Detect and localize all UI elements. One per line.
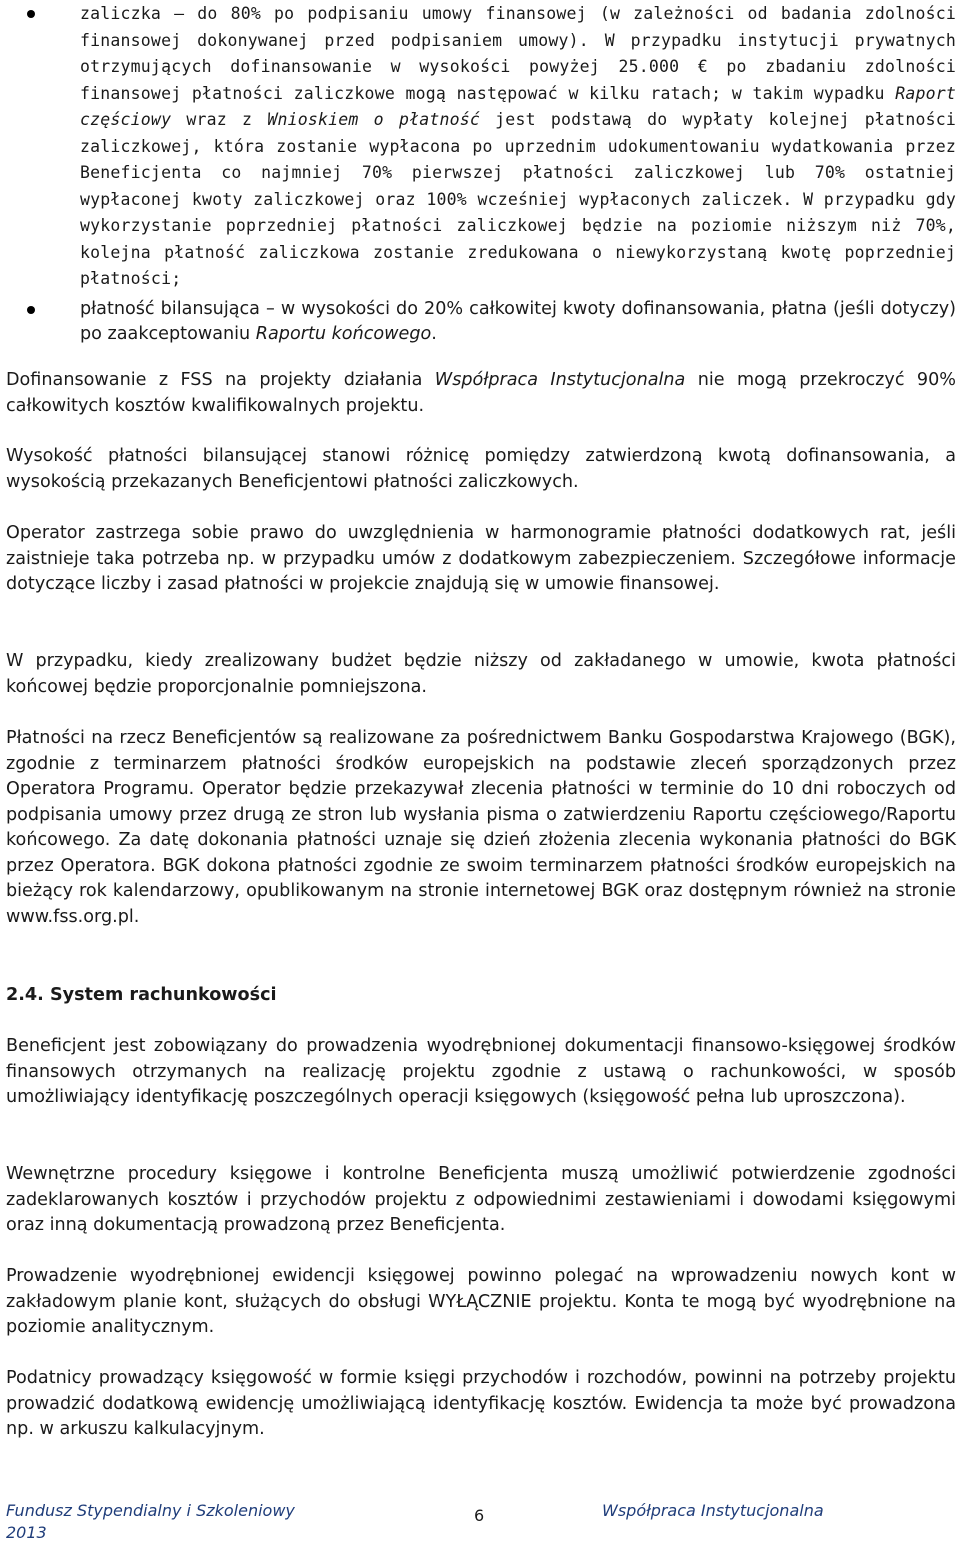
bullet-text: zaliczka – do 80% po podpisaniu umowy finansowej (w zależności od badania zdolności finansowej dokonywanej przed podpisaniem umowy). W przypadku instytucji prywatnych otrzymujących dofinansowanie w wysokości powyżej 25.000 € po zbadaniu zdolności finansowej płatności zaliczkowe mogą następować w kilku ratach; w takim wypadku Raport częściowy wraz z Wnioskiem o płatność jest podstawą do wypłaty kolejnej płatności zaliczkowej, która zostanie wypłacona po uprzednim udokumentowaniu wydatkowania przez Beneficjenta co najmniej 70% pierwszej płatności zaliczkowej lub 70% ostatniej wypłaconej kwoty zaliczkowej oraz 100% wcześniej wypłaconych zaliczek. W przypadku gdy wykorzystanie poprzedniej płatności zaliczkowej będzie na poziomie niższym niż 70%, kolejna płatność zaliczkowa zostanie zredukowana o niewykorzystaną kwotę poprzedniej płatności; <box>80 4 956 288</box>
paragraph-cofinancing-limit: Dofinansowanie z FSS na projekty działania Współpraca Instytucjonalna nie mogą przekroczyć 90% całkowitych kosztów kwalifikowalnych projektu. <box>6 370 956 416</box>
bullet-item-advance-payment <box>6 1 956 293</box>
page-footer <box>6 1500 956 1540</box>
footer-page-number: 6 <box>474 1506 485 1525</box>
bullet-dot-icon <box>27 10 35 18</box>
paragraph-internal-procedures: Wewnętrzne procedury księgowe i kontrolne Beneficjenta muszą umożliwić potwierdzenie zgodności zadeklarowanych kosztów i przychodów projektu z odpowiednimi zestawieniami i dowodami księgowymi oraz inną dokumentacją prowadzoną przez Beneficjenta. <box>6 1164 956 1235</box>
payment-bullet-list <box>6 1 956 348</box>
section-title: System rachunkowości <box>50 985 277 1005</box>
paragraph-balancing-amount: Wysokość płatności bilansującej stanowi różnicę pomiędzy zatwierdzoną kwotą dofinansowania, a wysokością przekazanych Beneficjentowi płatności zaliczkowych. <box>6 446 956 492</box>
paragraph-bgk-payments: Płatności na rzecz Beneficjentów są realizowane za pośrednictwem Banku Gospodarstwa Krajowego (BGK), zgodnie z terminarzem płatności środków europejskich na podstawie zleceń sporządzonych przez Operatora Programu. Operator będzie przekazywał zlecenia płatności w terminie do 10 dni roboczych od podpisania umowy przez drugą ze stron lub wysłania pisma o zatwierdzeniu Raportu częściowego/Raportu końcowego. Za datę dokonania płatności uznaje się dzień złożenia zlecenia wykonania płatności do BGK przez Operatora. BGK dokona płatności zgodnie ze swoim terminarzem płatności środków europejskich na bieżący rok kalendarzowy, opublikowanym na stronie internetowej BGK oraz dostępnym również na stronie www.fss.org.pl. <box>6 728 956 927</box>
footer-fund-name: Fundusz Stypendialny i Szkoleniowy 2013 <box>6 1501 295 1542</box>
section-number: 2.4. <box>6 985 44 1005</box>
bullet-text: płatność bilansująca – w wysokości do 20% całkowitej kwoty dofinansowania, płatna (jeśli dotyczy) po zaakceptowaniu Raportu końcowego. <box>80 298 956 344</box>
document-page <box>6 0 956 348</box>
paragraph-taxpayers: Podatnicy prowadzący księgowość w formie księgi przychodów i rozchodów, powinni na potrzeby projektu prowadzić dodatkową ewidencję umożliwiającą identyfikację kosztów. Ewidencja ta może być prowadzona np. w arkuszu kalkulacyjnym. <box>6 1368 956 1439</box>
bullet-dot-icon <box>27 306 35 314</box>
paragraph-separate-records: Prowadzenie wyodrębnionej ewidencji księgowej powinno polegać na wprowadzeniu nowych kont w zakładowym planie kont, służących do obsługi WYŁĄCZNIE projektu. Konta te mogą być wyodrębnione na poziomie analitycznym. <box>6 1266 956 1337</box>
paragraph-operator-reserve: Operator zastrzega sobie prawo do uwzględnienia w harmonogramie płatności dodatkowych rat, jeśli zaistnieje taka potrzeba np. w przypadku umów z dodatkowym zabezpieczeniem. Szczegółowe informacje dotyczące liczby i zasad płatności w projekcie znajdują się w umowie finansowej. <box>6 523 956 594</box>
paragraph-separate-accounting: Beneficjent jest zobowiązany do prowadzenia wyodrębnionej dokumentacji finansowo-księgowej środków finansowych otrzymanych na realizację projektu zgodnie z ustawą o rachunkowości, w sposób umożliwiający identyfikację poszczególnych operacji księgowych (księgowość pełna lub uproszczona). <box>6 1036 956 1107</box>
paragraph-budget-reduction: W przypadku, kiedy zrealizowany budżet będzie niższy od zakładanego w umowie, kwota płatności końcowej będzie proporcjonalnie pomniejszona. <box>6 651 956 697</box>
bullet-item-balancing-payment <box>6 297 956 348</box>
section-heading <box>6 983 277 1009</box>
footer-action-name: Współpraca Instytucjonalna <box>602 1501 824 1520</box>
